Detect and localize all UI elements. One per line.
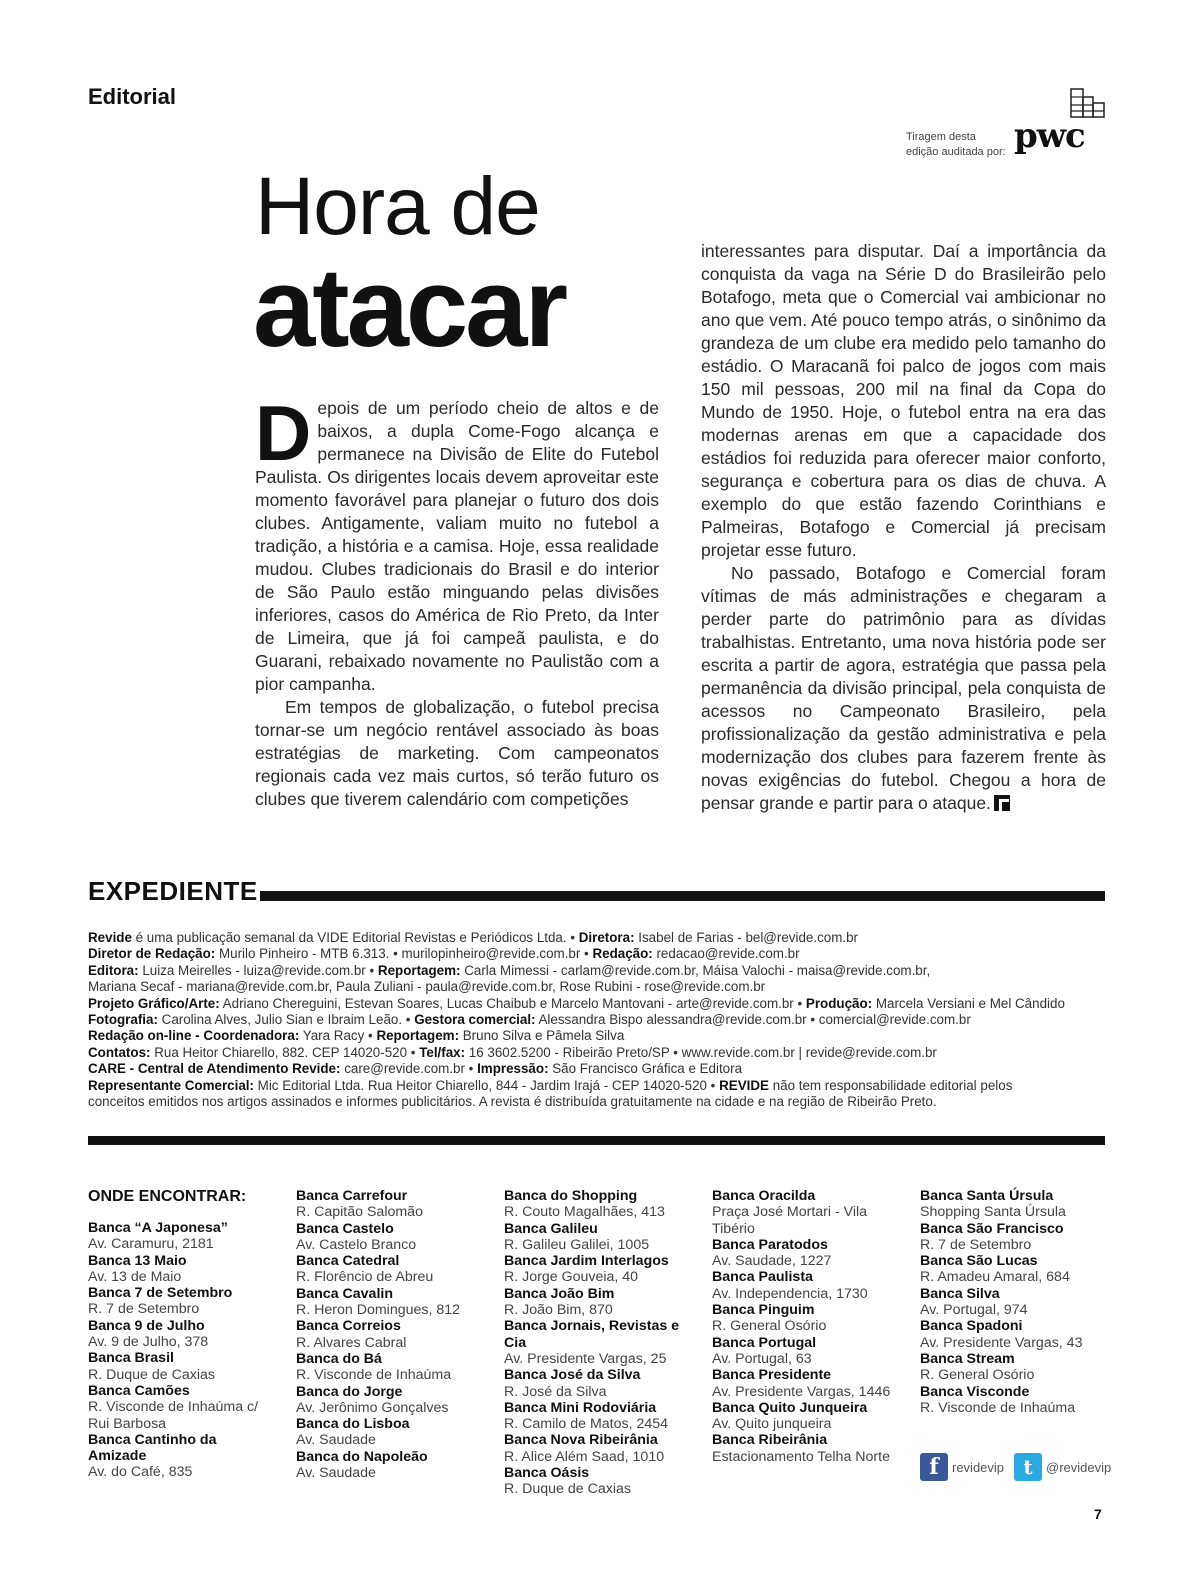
- newsstand-item: [296, 1221, 486, 1254]
- newsstand-list: [712, 1188, 902, 1465]
- article-paragraph: interessantes para disputar. Daí a importância da conquista da vaga na Série D do Brasileirão pelo Botafogo, meta que o Comercial vai ambicionar no ano que vem. Até pouco tempo atrás, o sinônimo da grandeza de um clube era medido pelo tamanho do estádio. O Maracanã foi palco de jogos com mais 150 mil pessoas, 200 mil na final da Copa do Mundo de 1950. Hoje, o futebol entra na era das modernas arenas em que a capacidade dos estádios foi reduzida para oferecer maior conforto, segurança e cobertura para os dias de chuva. A exemplo do que estão fazendo Corinthians e Palmeiras, Botafogo e Comercial já precisam projetar esse futuro.: [701, 241, 1106, 560]
- newsstand-item: [88, 1383, 278, 1432]
- newsstand-name: Banca São Lucas: [920, 1253, 1038, 1270]
- newsstand-name: Banca do Bá: [296, 1350, 382, 1367]
- newsstand-item: [88, 1318, 278, 1351]
- newsstand-address: Av. Caramuru, 2181: [88, 1236, 214, 1253]
- facebook-icon: f: [920, 1453, 948, 1481]
- newsstand-name: Banca do Lisboa: [296, 1416, 410, 1433]
- newsstand-address: R. Alice Além Saad, 1010: [504, 1448, 665, 1465]
- newsstand-address: R. João Bim, 870: [504, 1302, 613, 1319]
- onde-column-2: [296, 1188, 486, 1481]
- expediente-title: EXPEDIENTE: [88, 876, 258, 906]
- newsstand-item: [712, 1432, 902, 1465]
- newsstand-name: Banca Cantinho da Amizade: [88, 1431, 217, 1465]
- newsstand-item: [296, 1384, 486, 1417]
- newsstand-name: Banca 13 Maio: [88, 1252, 187, 1269]
- newsstand-address: Av. Castelo Branco: [296, 1236, 417, 1253]
- newsstand-item: [920, 1253, 1110, 1286]
- newsstand-item: [504, 1465, 704, 1498]
- article-paragraph: Depois de um período cheio de altos e de baixos, a dupla Come-Fogo alcança e permanece na Divisão de Elite do Futebol Paulista. Os dirigentes locais devem aproveitar este momento favorável para planejar o futuro dos dois clubes. Antigamente, valiam muito no futebol a tradição, a história e a camisa. Hoje, essa realidade mudou. Clubes tradicionais do Brasil e do interior de São Paulo estão minguando pelas divisões inferiores, casos do América de Rio Preto, da Inter de Limeira, que já foi campeã paulista, e do Guarani, rebaixado novamente no Paulistão com a pior campanha.: [255, 389, 659, 694]
- newsstand-name: Banca Galileu: [504, 1220, 598, 1237]
- newsstand-address: Av. 13 de Maio: [88, 1268, 182, 1285]
- newsstand-item: [712, 1335, 902, 1368]
- newsstand-item: [504, 1432, 704, 1465]
- newsstand-address: Av. Presidente Vargas, 25: [504, 1350, 667, 1367]
- newsstand-name: Banca Ribeirânia: [712, 1432, 828, 1449]
- newsstand-name: Banca Cavalin: [296, 1285, 393, 1302]
- page-number: 7: [1094, 1506, 1102, 1522]
- expediente-line: Redação on-line - Coordenadora: Yara Racy • Reportagem: Bruno Silva e Pâmela Silva: [88, 1028, 625, 1044]
- newsstand-list: [920, 1188, 1110, 1416]
- newsstand-item: [712, 1302, 902, 1335]
- expediente-rule: [260, 891, 1105, 901]
- newsstand-address: R. Visconde de Inhaúma c/ Rui Barbosa: [88, 1399, 259, 1432]
- newsstand-name: Banca Silva: [920, 1285, 1000, 1302]
- newsstand-address: Praça José Mortari - Vila Tibério: [712, 1204, 868, 1237]
- newsstand-address: Av. Portugal, 974: [920, 1302, 1028, 1319]
- newsstand-address: R. Jorge Gouveia, 40: [504, 1269, 639, 1286]
- newsstand-address: Av. Presidente Vargas, 43: [920, 1334, 1083, 1351]
- audit-text: Tiragem desta edição auditada por:: [906, 131, 1006, 158]
- newsstand-name: Banca Jornais, Revistas e Cia: [504, 1318, 680, 1351]
- newsstand-name: Banca Mini Rodoviária: [504, 1399, 657, 1416]
- twitter-handle: @revidevip: [1046, 1459, 1112, 1475]
- newsstand-address: R. Duque de Caxias: [504, 1481, 631, 1498]
- newsstand-name: Banca Jardim Interlagos: [504, 1253, 669, 1270]
- newsstand-item: [504, 1188, 704, 1221]
- newsstand-item: [296, 1286, 486, 1319]
- twitter-link[interactable]: [1014, 1453, 1111, 1481]
- article-column-right: [701, 240, 1106, 815]
- newsstand-name: Banca João Bim: [504, 1285, 615, 1302]
- newsstand-name: Banca do Napoleão: [296, 1448, 428, 1465]
- newsstand-name: Banca Castelo: [296, 1220, 394, 1237]
- newsstand-item: [296, 1416, 486, 1449]
- newsstand-item: [504, 1367, 704, 1400]
- expediente-line: conceitos emitidos nos artigos assinados e informes publicitários. A revista é distribuída gratuitamente na cidade e na região de Ribeirão Preto.: [88, 1094, 937, 1110]
- expediente-line: Projeto Gráfico/Arte: Adriano Chereguini, Estevan Soares, Lucas Chaibub e Marcelo Mantovani - arte@revide.com.br • Produção: Marcela Versiani e Mel Cândido: [88, 995, 1065, 1011]
- newsstand-address: Av. Saudade: [296, 1465, 376, 1482]
- newsstand-item: [712, 1400, 902, 1433]
- newsstand-name: Banca Portugal: [712, 1334, 817, 1351]
- newsstand-address: Estacionamento Telha Norte: [712, 1448, 890, 1465]
- newsstand-address: R. Visconde de Inhaúma: [296, 1367, 452, 1384]
- onde-column-3: [504, 1188, 704, 1498]
- newsstand-item: [88, 1220, 278, 1253]
- newsstand-address: Av. Quito junqueira: [712, 1416, 832, 1433]
- newsstand-name: Banca do Shopping: [504, 1188, 638, 1204]
- newsstand-item: [88, 1432, 278, 1481]
- newsstand-name: Banca Quito Junqueira: [712, 1399, 868, 1416]
- newsstand-address: R. Couto Magalhães, 413: [504, 1204, 665, 1221]
- newsstand-name: Banca Paulista: [712, 1269, 813, 1286]
- newsstand-list: [296, 1188, 486, 1481]
- newsstand-address: R. Heron Domingues, 812: [296, 1302, 461, 1319]
- newsstand-item: [504, 1400, 704, 1433]
- newsstand-item: [712, 1188, 902, 1237]
- onde-column-1: [88, 1188, 278, 1481]
- newsstand-address: Av. Presidente Vargas, 1446: [712, 1383, 891, 1400]
- newsstand-address: Av. Saudade: [296, 1432, 376, 1449]
- newsstand-address: R. Amadeu Amaral, 684: [920, 1269, 1070, 1286]
- newsstand-item: [504, 1253, 704, 1286]
- headline-line-1: Hora de: [255, 161, 540, 252]
- newsstand-name: Banca Visconde: [920, 1383, 1030, 1400]
- expediente-line: Representante Comercial: Mic Editorial Ltda. Rua Heitor Chiarello, 844 - Jardim Irajá - CEP 14020-520 • REVIDE não tem responsabilidade editorial pelos: [88, 1077, 1013, 1093]
- newsstand-address: Av. Saudade, 1227: [712, 1253, 832, 1270]
- newsstand-item: [920, 1188, 1110, 1221]
- newsstand-name: Banca Correios: [296, 1318, 401, 1335]
- newsstand-item: [712, 1367, 902, 1400]
- twitter-icon: t: [1014, 1453, 1042, 1481]
- audit-block: [880, 86, 1110, 166]
- newsstand-address: R. 7 de Setembro: [88, 1301, 200, 1318]
- newsstand-address: R. Florêncio de Abreu: [296, 1269, 434, 1286]
- newsstand-name: Banca Paratodos: [712, 1236, 828, 1253]
- newsstand-item: [296, 1253, 486, 1286]
- newsstand-item: [296, 1351, 486, 1384]
- newsstand-item: [296, 1449, 486, 1482]
- article-column-left: [255, 389, 659, 811]
- newsstand-address: R. General Osório: [920, 1367, 1035, 1384]
- newsstand-name: Banca do Jorge: [296, 1383, 403, 1400]
- newsstand-address: Av. Portugal, 63: [712, 1350, 812, 1367]
- newsstand-name: Banca Pinguim: [712, 1302, 815, 1319]
- newsstand-item: [920, 1221, 1110, 1254]
- expediente-line: CARE - Central de Atendimento Revide: care@revide.com.br • Impressão: São Francisco Gráfica e Editora: [88, 1061, 743, 1077]
- newsstand-address: R. José da Silva: [504, 1383, 607, 1400]
- newsstand-address: R. Alvares Cabral: [296, 1334, 407, 1351]
- expediente-line: Editora: Luiza Meirelles - luiza@revide.com.br • Reportagem: Carla Mimessi - carlam@revide.com.br, Máisa Valochi - maisa@revide.com.br,: [88, 962, 931, 978]
- newsstand-item: [920, 1286, 1110, 1319]
- newsstand-name: Banca Brasil: [88, 1350, 174, 1367]
- expediente-line: Contatos: Rua Heitor Chiarello, 882. CEP 14020-520 • Tel/fax: 16 3602.5200 - Ribeirão Preto/SP • www.revide.com.br | revide@revide.com.br: [88, 1044, 937, 1060]
- article-paragraph: No passado, Botafogo e Comercial foram vítimas de más administrações e chegaram a perder parte do patrimônio para as dívidas trabalhistas. Entretanto, uma nova história pode ser escrita a partir de agora, estratégia que passa pela permanência da divisão principal, pela conquista de acessos no Campeonato Brasileiro, pela profissionalização da gestão administrativa e pela modernização dos clubes para fazerem frente às novas exigências do futebol. Chegou a hora de pensar grande e partir para o ataque.: [701, 563, 1106, 813]
- newsstand-name: Banca Nova Ribeirânia: [504, 1432, 658, 1449]
- newsstand-address: Av. do Café, 835: [88, 1464, 193, 1481]
- expediente-line: Revide é uma publicação semanal da VIDE Editorial Revistas e Periódicos Ltda. • Diretora: Isabel de Farias - bel@revide.com.br: [88, 930, 859, 945]
- expediente-line: Mariana Secaf - mariana@revide.com.br, Paula Zuliani - paula@revide.com.br, Rose Rubini - rose@revide.com.br: [88, 979, 766, 995]
- newsstand-address: Av. Independencia, 1730: [712, 1285, 868, 1302]
- bottom-rule: [88, 1136, 1105, 1145]
- newsstand-item: [504, 1286, 704, 1319]
- onde-column-4: [712, 1188, 902, 1465]
- newsstand-name: Banca Stream: [920, 1350, 1015, 1367]
- pwc-logo: pwc: [1014, 116, 1085, 156]
- newsstand-name: Banca “A Japonesa”: [88, 1220, 228, 1236]
- newsstand-name: Banca José da Silva: [504, 1367, 641, 1384]
- expediente-line: Diretor de Redação: Murilo Pinheiro - MTB 6.313. • murilopinheiro@revide.com.br • Redação: redacao@revide.com.br: [88, 946, 800, 962]
- section-label: Editorial: [88, 84, 177, 109]
- newsstand-address: R. Capitão Salomão: [296, 1204, 423, 1221]
- newsstand-item: [712, 1269, 902, 1302]
- newsstand-name: Banca Presidente: [712, 1367, 832, 1384]
- newsstand-address: R. Camilo de Matos, 2454: [504, 1416, 669, 1433]
- pwc-building-icon: [1070, 88, 1106, 118]
- article-paragraph: Em tempos de globalização, o futebol precisa tornar-se um negócio rentável associado às boas estratégias de marketing. Com campeonatos regionais cada vez mais curtos, só terão futuro os clubes que tiverem calendário com competições: [255, 697, 659, 809]
- newsstand-item: [88, 1253, 278, 1286]
- newsstand-item: [920, 1351, 1110, 1384]
- newsstand-address: R. Galileu Galilei, 1005: [504, 1236, 650, 1253]
- newsstand-address: Av. 9 de Julho, 378: [88, 1334, 209, 1351]
- newsstand-address: R. General Osório: [712, 1318, 827, 1335]
- newsstand-address: Shopping Santa Úrsula: [920, 1204, 1066, 1221]
- expediente-line: Fotografia: Carolina Alves, Julio Sian e Ibraim Leão. • Gestora comercial: Alessandra Bispo alessandra@revide.com.br • comercial@revide.com.br: [88, 1012, 971, 1028]
- newsstand-item: [296, 1318, 486, 1351]
- newsstand-item: [504, 1318, 704, 1367]
- newsstand-item: [88, 1350, 278, 1383]
- newsstand-item: [712, 1237, 902, 1270]
- onde-column-5: [920, 1188, 1110, 1416]
- end-mark-icon: [994, 795, 1010, 811]
- newsstand-address: R. 7 de Setembro: [920, 1236, 1032, 1253]
- newsstand-name: Banca 7 de Setembro: [88, 1285, 233, 1302]
- newsstand-item: [504, 1221, 704, 1254]
- newsstand-address: Av. Jerônimo Gonçalves: [296, 1399, 449, 1416]
- newsstand-name: Banca São Francisco: [920, 1220, 1064, 1237]
- newsstand-name: Banca Camões: [88, 1382, 190, 1399]
- newsstand-item: [296, 1188, 486, 1221]
- facebook-handle: revidevip: [952, 1459, 1005, 1475]
- dropcap: D: [255, 389, 312, 477]
- newsstand-name: Banca Oracilda: [712, 1188, 816, 1204]
- onde-title: ONDE ENCONTRAR:: [88, 1188, 247, 1205]
- newsstand-name: Banca Oásis: [504, 1465, 590, 1482]
- newsstand-address: R. Duque de Caxias: [88, 1366, 215, 1383]
- newsstand-item: [920, 1384, 1110, 1417]
- newsstand-name: Banca Catedral: [296, 1253, 400, 1270]
- newsstand-name: Banca Santa Úrsula: [920, 1188, 1054, 1204]
- newsstand-list: [504, 1188, 704, 1498]
- facebook-link[interactable]: [920, 1453, 1004, 1481]
- newsstand-item: [88, 1285, 278, 1318]
- newsstand-item: [920, 1318, 1110, 1351]
- newsstand-address: R. Visconde de Inhaúma: [920, 1399, 1076, 1416]
- newsstand-name: Banca 9 de Julho: [88, 1317, 205, 1334]
- expediente-text: [88, 930, 1108, 1110]
- newsstand-list: [88, 1220, 278, 1481]
- headline-line-2: atacar: [253, 245, 566, 370]
- newsstand-name: Banca Carrefour: [296, 1188, 408, 1204]
- newsstand-name: Banca Spadoni: [920, 1318, 1023, 1335]
